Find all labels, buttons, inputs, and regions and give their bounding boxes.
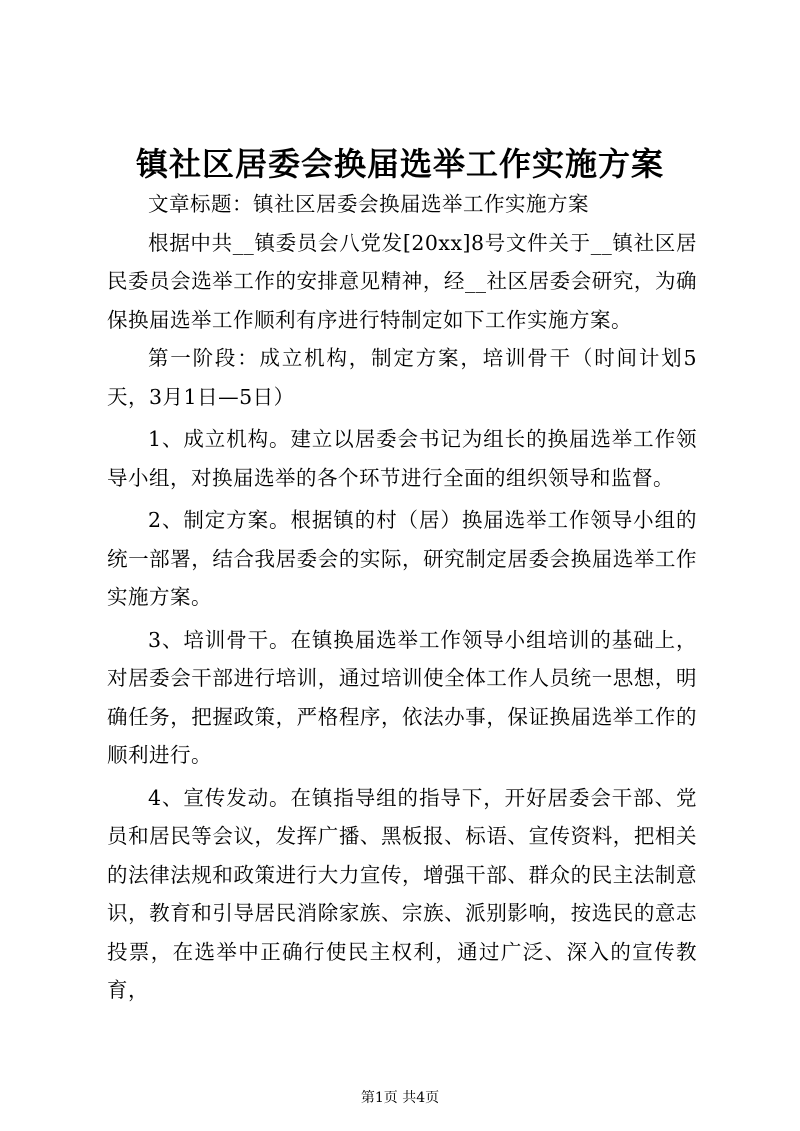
document-title: 镇社区居委会换届选举工作实施方案: [135, 145, 664, 183]
paragraph-item-4: 4、宣传发动。在镇指导组的指导下，开好居委会干部、党员和居民等会议，发挥广播、黑板报、标语、宣传资料，把相关的法律法规和政策进行大力宣传，增强干部、群众的民主法制意识，教育和引导居民消除家族、宗族、派别影响，按选民的意志投票，在选举中正确行使民主权利，通过广泛、深入的宣传教育，: [107, 785, 697, 1002]
paragraph-article-title: 文章标题：镇社区居委会换届选举工作实施方案: [148, 192, 589, 216]
paragraph-intro: 根据中共__镇委员会八党发[20xx]8号文件关于__镇社区居民委员会选举工作的安排意见精神，经__社区居委会研究，为确保换届选举工作顺利有序进行特制定如下工作实施方案。: [107, 230, 697, 332]
page-number: 第1页 共4页: [360, 1090, 440, 1106]
document-body: [107, 185, 697, 1010]
paragraph-item-2: 2、制定方案。根据镇的村（居）换届选举工作领导小组的统一部署，结合我居委会的实际，研究制定居委会换届选举工作实施方案。: [107, 508, 697, 609]
paragraph-item-1: 1、成立机构。建立以居委会书记为组长的换届选举工作领导小组，对换届选举的各个环节进行全面的组织领导和监督。: [107, 427, 697, 490]
paragraph-item-3: 3、培训骨干。在镇换届选举工作领导小组培训的基础上，对居委会干部进行培训，通过培训使全体工作人员统一思想，明确任务，把握政策，严格程序，依法办事，保证换届选举工作的顺利进行。: [107, 627, 697, 767]
paragraph-phase-one: 第一阶段：成立机构，制定方案，培训骨干（时间计划5天，3月1日—5日）: [107, 346, 697, 409]
